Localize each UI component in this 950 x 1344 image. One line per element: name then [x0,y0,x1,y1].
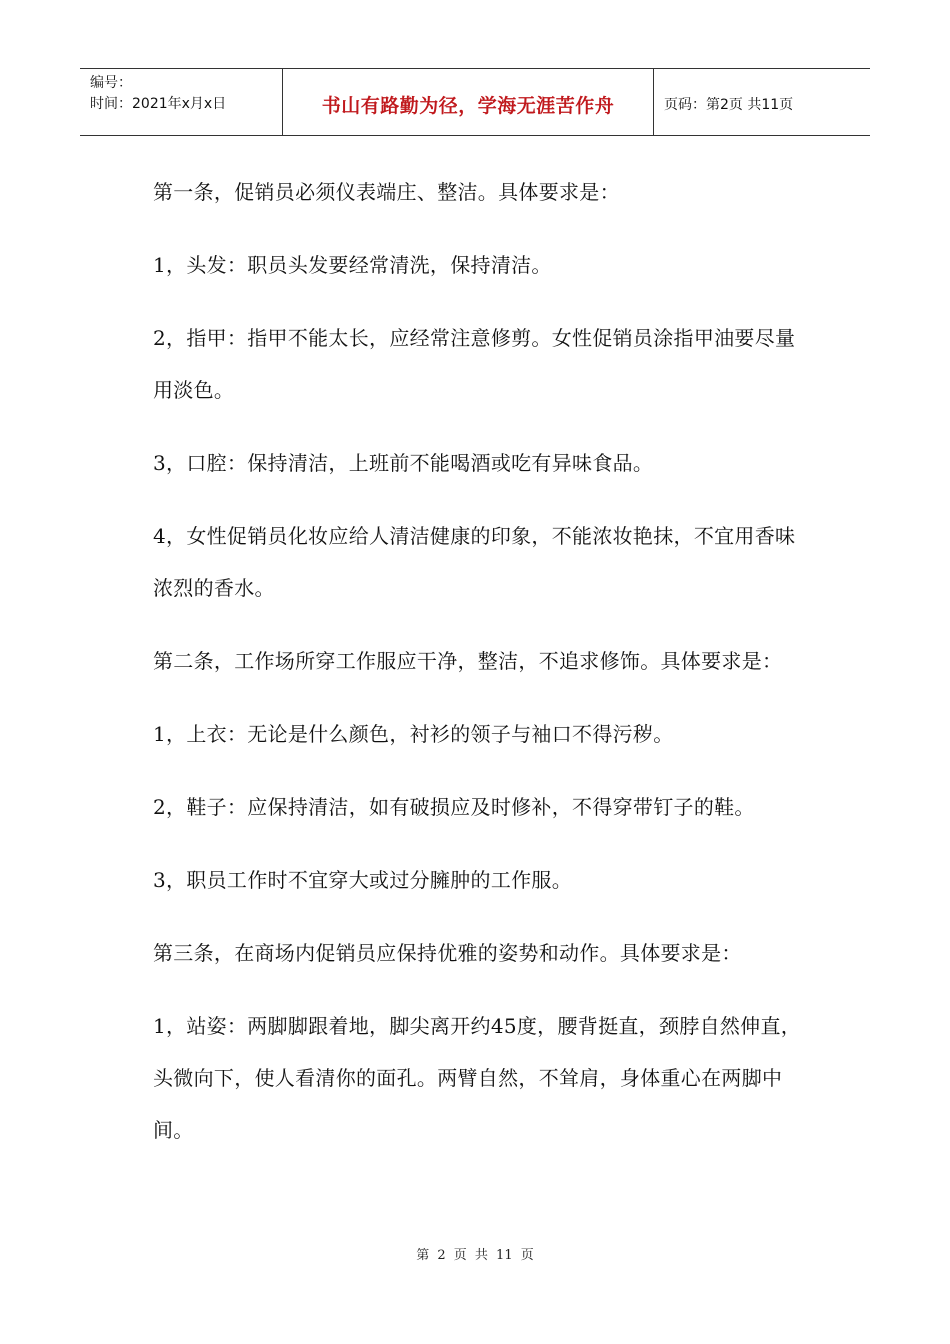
document-header [80,68,870,136]
header-page-info: 页码：第2页 共11页 [664,97,794,113]
paragraph: 3，职员工作时不宜穿大或过分臃肿的工作服。 [153,868,573,892]
page-footer: 第 2 页 共 11 页 [416,1248,534,1263]
paragraph: 1，头发：职员头发要经常清洗，保持清洁。 [153,253,552,277]
header-meta [80,69,282,135]
paragraph: 1，站姿：两脚脚跟着地，脚尖离开约45度，腰背挺直，颈脖自然伸直，头微向下，使人看清你的面孔。两臂自然，不耸肩，身体重心在两脚中间。 [153,1014,802,1142]
header-page-info-cell [654,69,870,135]
paragraph: 2，指甲：指甲不能太长，应经常注意修剪。女性促销员涂指甲油要尽量用淡色。 [153,326,796,402]
header-motto: 书山有路勤为径，学海无涯苦作舟 [321,94,615,117]
header-motto-cell [282,69,654,135]
paragraph: 第一条，促销员必须仪表端庄、整洁。具体要求是： [153,180,620,204]
paragraph: 第二条，工作场所穿工作服应干净，整洁，不追求修饰。具体要求是： [153,649,783,673]
document-body [153,166,813,1177]
paragraph: 第三条，在商场内促销员应保持优雅的姿势和动作。具体要求是： [153,941,742,965]
paragraph: 3，口腔：保持清洁，上班前不能喝酒或吃有异味食品。 [153,451,654,475]
paragraph: 4，女性促销员化妆应给人清洁健康的印象，不能浓妆艳抹，不宜用香味浓烈的香水。 [153,524,796,600]
document-number-label: 编号： [90,75,132,91]
document-date: 时间：2021年x月x日 [90,96,227,112]
paragraph: 2，鞋子：应保持清洁，如有破损应及时修补，不得穿带钉子的鞋。 [153,795,755,819]
paragraph: 1，上衣：无论是什么颜色，衬衫的领子与袖口不得污秽。 [153,722,674,746]
